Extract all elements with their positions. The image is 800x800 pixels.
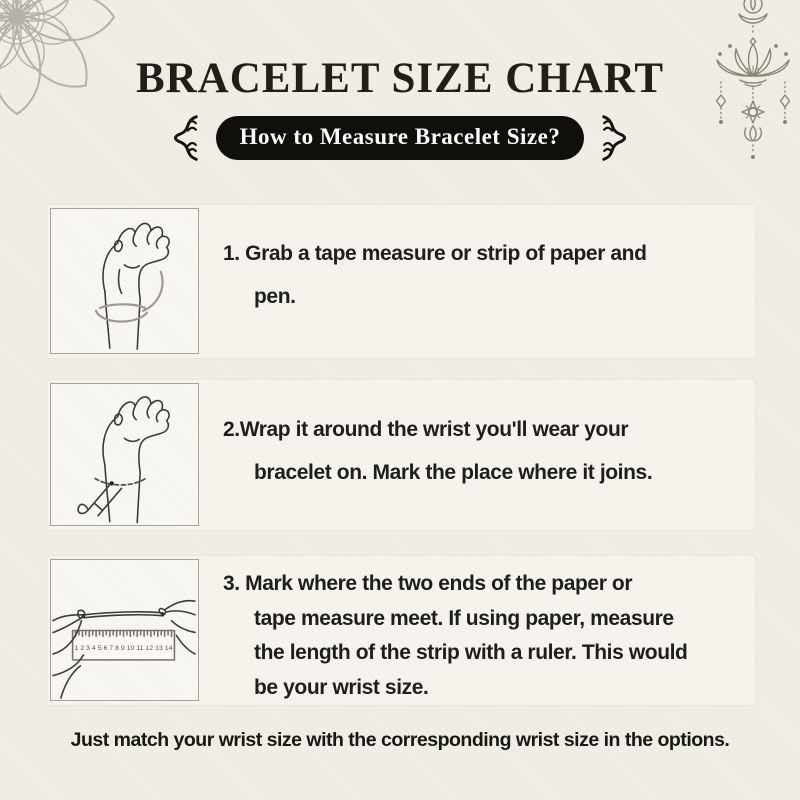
step-3-line-3: the length of the strip with a ruler. This would — [254, 641, 688, 664]
step-2-text — [223, 380, 749, 494]
step-1-line-2: pen. — [254, 285, 296, 308]
ruler-numbers: 1 2 3 4 5 6 7 8 9 10 11 12 13 14 — [74, 646, 174, 653]
step-1-line-1: 1. Grab a tape measure or strip of paper and — [223, 242, 647, 265]
step-3-figure — [50, 559, 199, 701]
badge-row — [0, 113, 800, 163]
step-1-text — [223, 205, 749, 318]
footer-note: Just match your wrist size with the corresponding wrist size in the options. — [70, 729, 730, 751]
step-3-panel — [47, 556, 755, 705]
hands-ruler-illustration-icon — [51, 560, 198, 700]
page-title: BRACELET SIZE CHART — [135, 55, 665, 102]
step-2-panel — [47, 380, 755, 530]
step-2-line-2: bracelet on. Mark the place where it joins. — [254, 461, 653, 484]
step-1-panel — [47, 205, 755, 358]
step-3-line-2: tape measure meet. If using paper, measure — [254, 606, 674, 630]
step-2-figure — [50, 383, 199, 526]
step-3-line-1: 3. Mark where the two ends of the paper or — [223, 572, 633, 595]
step-2-line-1: 2.Wrap it around the wrist you'll wear your — [223, 418, 629, 441]
step-3-line-4: be your wrist size. — [254, 675, 429, 699]
how-to-measure-badge: How to Measure Bracelet Size? — [216, 116, 585, 160]
step-3-text — [223, 556, 749, 705]
step-1-figure — [50, 208, 199, 354]
wrist-wrap-pen-illustration-icon — [51, 384, 198, 525]
flourish-left-icon — [171, 113, 203, 163]
fist-bracelet-illustration-icon — [51, 209, 198, 353]
flourish-right-icon — [597, 113, 629, 163]
